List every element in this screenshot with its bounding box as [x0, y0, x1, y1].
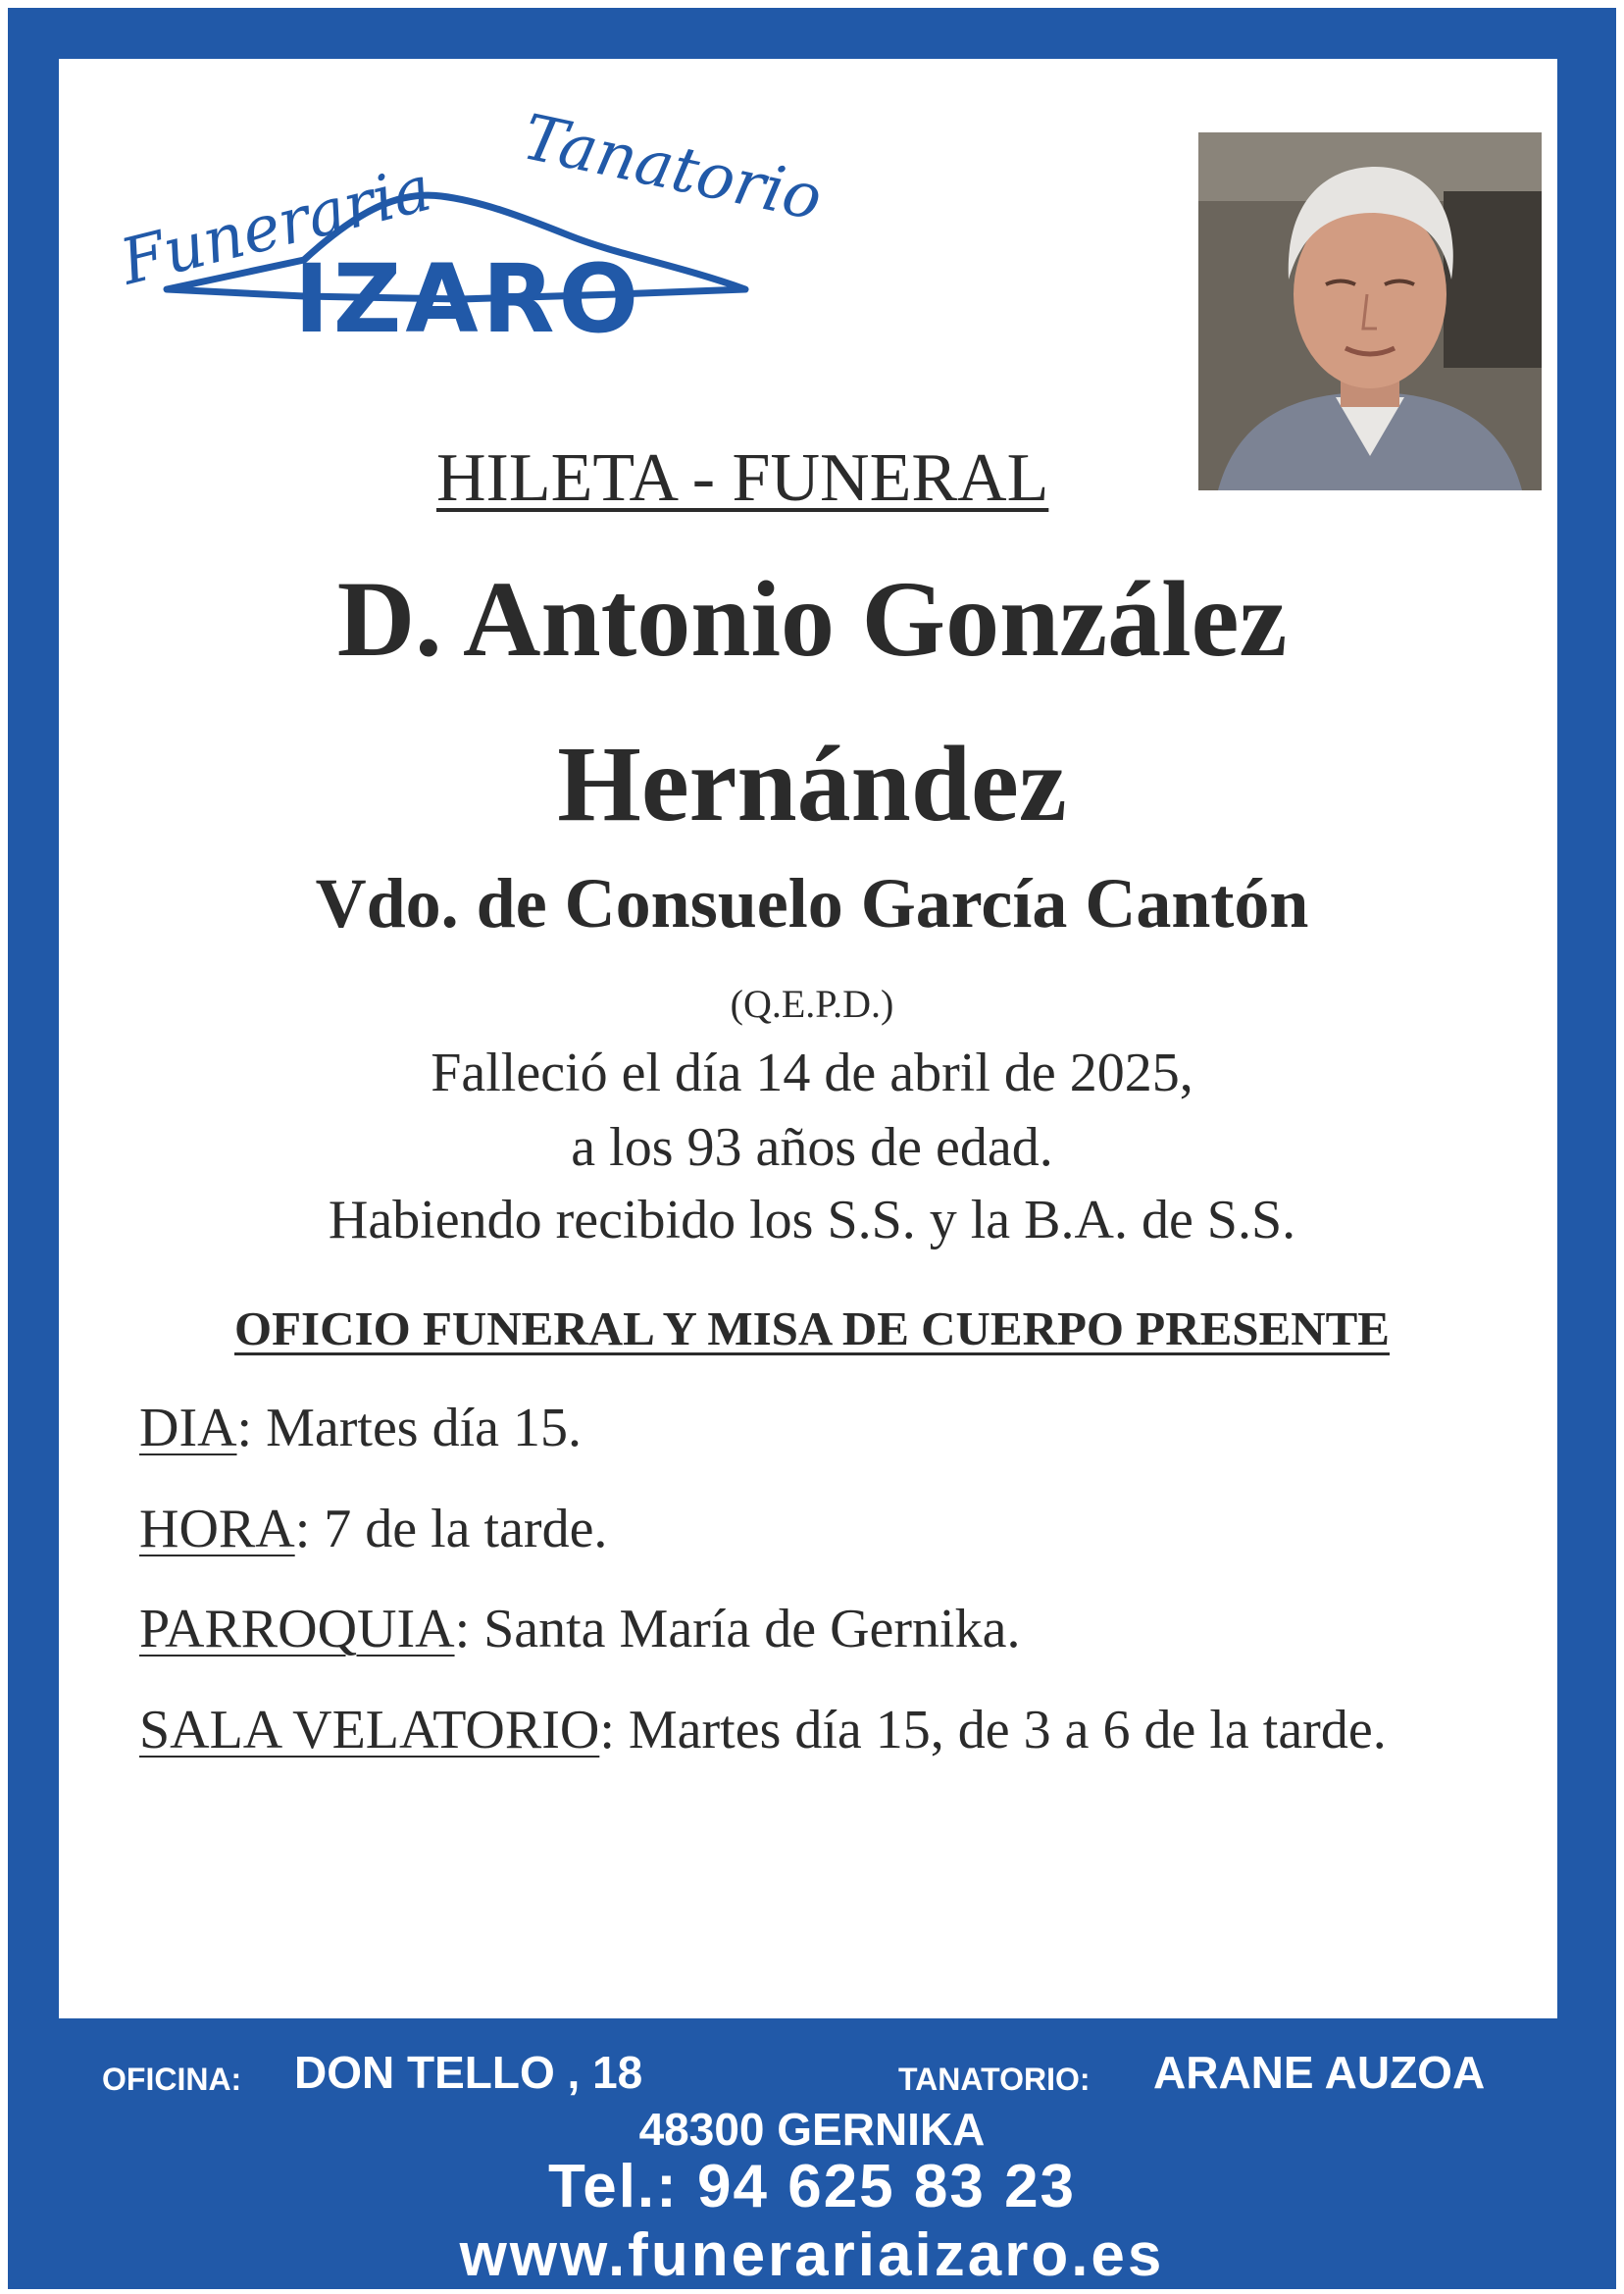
office-label: OFICINA: [102, 2062, 242, 2097]
logo-word-funeraria: Funeraria [113, 152, 438, 300]
phone-number: Tel.: 94 625 83 23 [547, 2153, 1077, 2220]
service-item-dia [139, 1393, 1414, 1463]
service-item-value: : Martes día 15, de 3 a 6 de la tarde. [599, 1700, 1387, 1760]
service-heading-text: OFICIO FUNERAL Y MISA DE CUERPO PRESENTE [234, 1301, 1390, 1355]
deceased-portrait-photo [1198, 132, 1542, 490]
tanatorio-address: ARANE AUZOA [1153, 2047, 1486, 2098]
logo-brand-izaro: IZARO [294, 244, 643, 353]
website-url: www.funerariaizaro.es [459, 2221, 1165, 2289]
deceased-name-line1: D. Antonio González [336, 559, 1288, 679]
deceased-name-line2: Hernández [557, 724, 1067, 843]
service-item-value: : Martes día 15. [236, 1398, 583, 1458]
logo-graphic [108, 88, 853, 353]
service-item-label: HORA [139, 1499, 295, 1559]
ceremony-heading: HILETA - FUNERAL [436, 440, 1049, 516]
service-item-sala-velatorio [139, 1695, 1414, 1765]
service-item-value: : Santa María de Gernika. [454, 1599, 1021, 1659]
tanatorio-label: TANATORIO: [898, 2062, 1091, 2097]
service-item-parroquia [139, 1594, 1414, 1664]
service-item-label: PARROQUIA [139, 1599, 455, 1659]
city-postcode: 48300 GERNIKA [638, 2104, 986, 2155]
service-item-hora [139, 1494, 1414, 1564]
funeral-home-logo [108, 88, 853, 353]
service-item-value: : 7 de la tarde. [294, 1499, 608, 1559]
qepd-line: (Q.E.P.D.) [730, 982, 894, 1026]
office-address: DON TELLO , 18 [294, 2047, 643, 2098]
widow-of-line: Vdo. de Consuelo García Cantón [315, 864, 1309, 943]
sacraments-line: Habiendo recibido los S.S. y la B.A. de S.S. [328, 1190, 1296, 1250]
service-item-label: SALA VELATORIO [139, 1700, 600, 1760]
death-date-line: Falleció el día 14 de abril de 2025, [431, 1043, 1193, 1103]
portrait-illustration [1198, 132, 1542, 490]
logo-word-tanatorio: Tanatorio [516, 101, 829, 235]
service-item-label: DIA [139, 1398, 237, 1458]
service-heading [0, 1300, 1624, 1356]
age-line: a los 93 años de edad. [571, 1117, 1053, 1178]
